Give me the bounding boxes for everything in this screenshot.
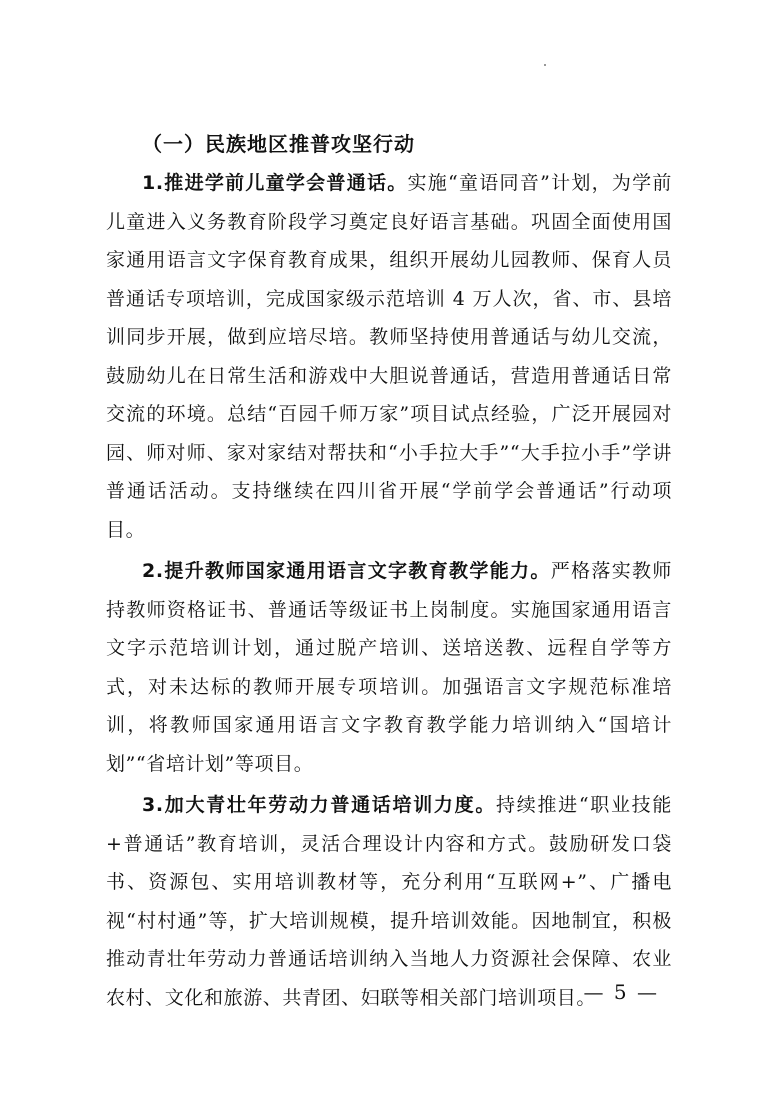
paragraph-2 [106, 552, 672, 783]
paragraph-1 [106, 164, 672, 549]
paragraph-3-text: 持续推进“职业技能+普通话”教育培训，灵活合理设计内容和方式。鼓励研发口袋书、资源包、实用培训教材等，充分利用“互联网+”、广播电视“村村通”等，扩大培训规模，提升培训效能。因地制宜，积极推动青壮年劳动力普通话培训纳入当地人力资源社会保障、农业农村、文化和旅游、共青团、妇联等相关部门培训项目。 [106, 794, 672, 1009]
paragraph-1-heading: 1.推进学前儿童学会普通话。 [142, 172, 408, 194]
paragraph-2-heading: 2.提升教师国家通用语言文字教育教学能力。 [142, 560, 551, 582]
paragraph-2-text: 严格落实教师持教师资格证书、普通话等级证书上岗制度。实施国家通用语言文字示范培训计划，通过脱产培训、送培送教、远程自学等方式，对未达标的教师开展专项培训。加强语言文字规范标准培训，将教师国家通用语言文字教育教学能力培训纳入“国培计划”“省培计划”等项目。 [106, 560, 672, 775]
document-body [106, 124, 672, 1017]
paragraph-3-heading: 3.加大青壮年劳动力普通话培训力度。 [142, 794, 497, 816]
section-title: （一）民族地区推普攻坚行动 [142, 132, 415, 156]
page-number: — 5 — [583, 980, 659, 1004]
paragraph-1-text: 实施“童语同音”计划，为学前儿童进入义务教育阶段学习奠定良好语言基础。巩固全面使用国家通用语言文字保育教育成果，组织开展幼儿园教师、保育人员普通话专项培训，完成国家级示范培训 4 万人次，省、市、县培训同步开展，做到应培尽培。教师坚持使用普通话与幼儿交流，鼓励幼儿在日常生活和游戏中大胆说普通话，营造用普通话日常交流的环境。总结“百园千师万家”项目试点经验，广泛开展园对园、师对师、家对家结对帮扶和“小手拉大手”“大手拉小手”学讲普通话活动。支持继续在四川省开展“学前学会普通话”行动项目。 [106, 172, 673, 541]
scan-speck [544, 64, 546, 66]
